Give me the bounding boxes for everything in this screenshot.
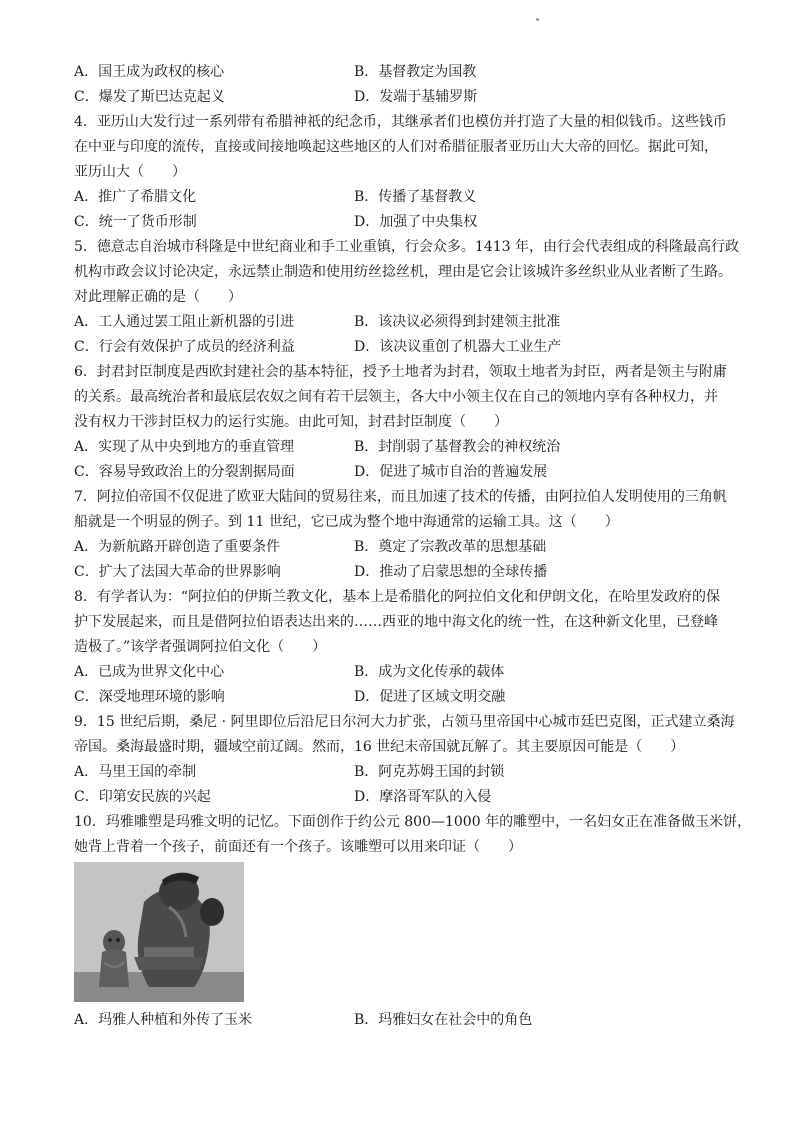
stem-line: 她背上背着一个孩子，前面还有一个孩子。该雕塑可以用来印证（ ） bbox=[74, 839, 522, 855]
option-d[interactable]: D．推动了启蒙思想的全球传播 bbox=[354, 564, 548, 580]
option-d[interactable]: D．加强了中央集权 bbox=[354, 214, 478, 230]
stem-line: 对此理解正确的是（ ） bbox=[74, 289, 242, 305]
option-row bbox=[74, 685, 734, 710]
option-row bbox=[74, 535, 734, 560]
stem-line: 造极了。”该学者强调阿拉伯文化（ ） bbox=[74, 639, 327, 655]
option-a[interactable]: A．推广了希腊文化 bbox=[74, 189, 197, 205]
question-stem bbox=[74, 810, 752, 860]
stem-line: 8．有学者认为：“阿拉伯的伊斯兰教文化，基本上是希腊化的阿拉伯文化和伊朗文化，在哈里发政府的保 bbox=[74, 589, 721, 605]
option-c[interactable]: C．深受地理环境的影响 bbox=[74, 689, 225, 705]
question-stem bbox=[74, 110, 734, 185]
option-b[interactable]: B．玛雅妇女在社会中的角色 bbox=[354, 1012, 533, 1028]
sculpture-image bbox=[74, 862, 244, 1002]
stem-line: 没有权力干涉封臣权力的运行实施。由此可知，封君封臣制度（ ） bbox=[74, 414, 508, 430]
option-b[interactable]: B．基督教定为国教 bbox=[354, 64, 477, 80]
stem-line: 亚历山大（ ） bbox=[74, 164, 186, 180]
option-row bbox=[74, 335, 734, 360]
option-d[interactable]: D．发端于基辅罗斯 bbox=[354, 89, 478, 105]
question-stem bbox=[74, 585, 734, 660]
question-stem bbox=[74, 485, 734, 535]
stem-line: 6．封君封臣制度是西欧封建社会的基本特征，授予土地者为封君，领取土地者为封臣，两者是领主与附庸 bbox=[74, 364, 727, 380]
option-a[interactable]: A．实现了从中央到地方的垂直管理 bbox=[74, 439, 295, 455]
question-8 bbox=[74, 585, 734, 710]
option-row bbox=[74, 310, 734, 335]
option-c[interactable]: C．统一了货币形制 bbox=[74, 214, 197, 230]
option-a[interactable]: A．为新航路开辟创造了重要条件 bbox=[74, 539, 281, 555]
q3-options bbox=[74, 60, 734, 110]
option-row bbox=[74, 60, 734, 85]
option-row bbox=[74, 210, 734, 235]
option-c[interactable]: C．爆发了斯巴达克起义 bbox=[74, 89, 225, 105]
stem-line: 7．阿拉伯帝国不仅促进了欧亚大陆间的贸易往来，而且加速了技术的传播，由阿拉伯人发明使用的三角帆 bbox=[74, 489, 727, 505]
stem-line: 在中亚与印度的流传，直接或间接地唤起这些地区的人们对希腊征服者亚历山大大帝的回忆。据此可知， bbox=[74, 139, 718, 155]
option-c[interactable]: C．印第安民族的兴起 bbox=[74, 789, 211, 805]
scan-mark bbox=[536, 18, 539, 21]
option-c[interactable]: C．行会有效保护了成员的经济利益 bbox=[74, 339, 295, 355]
option-d[interactable]: D．摩洛哥军队的入侵 bbox=[354, 789, 492, 805]
option-row bbox=[74, 760, 734, 785]
option-d[interactable]: D．促进了城市自治的普遍发展 bbox=[354, 464, 548, 480]
stem-line: 机构市政会议讨论决定，永远禁止制造和使用纺丝捻丝机，理由是它会让该城许多丝织业从业者断了生路。 bbox=[74, 264, 732, 280]
maya-sculpture-photo bbox=[74, 862, 244, 1002]
option-row bbox=[74, 785, 734, 810]
question-stem bbox=[74, 235, 739, 310]
option-row bbox=[74, 85, 734, 110]
stem-line: 4．亚历山大发行过一系列带有希腊神祇的纪念币，其继承者们也模仿并打造了大量的相似钱币。这些钱币 bbox=[74, 114, 727, 130]
stem-line: 10．玛雅雕塑是玛雅文明的记忆。下面创作于约公元 800—1000 年的雕塑中，一名妇女正在准备做玉米饼， bbox=[74, 814, 752, 830]
stem-line: 护下发展起来，而且是借阿拉伯语表达出来的……西亚的地中海文化的统一性，在这种新文化里，已登峰 bbox=[74, 614, 718, 630]
option-c[interactable]: C．容易导致政治上的分裂割据局面 bbox=[74, 464, 295, 480]
stem-line: 5．德意志自治城市科隆是中世纪商业和手工业重镇，行会众多。1413 年，由行会代表组成的科隆最高行政 bbox=[74, 239, 739, 255]
question-stem bbox=[74, 360, 734, 435]
option-a[interactable]: A．工人通过罢工阻止新机器的引进 bbox=[74, 314, 295, 330]
question-10 bbox=[74, 810, 752, 1033]
option-b[interactable]: B．奠定了宗教改革的思想基础 bbox=[354, 539, 547, 555]
option-b[interactable]: B．阿克苏姆王国的封锁 bbox=[354, 764, 505, 780]
option-row bbox=[74, 460, 734, 485]
option-b[interactable]: B．封削弱了基督教会的神权统治 bbox=[354, 439, 561, 455]
option-a[interactable]: A．玛雅人种植和外传了玉米 bbox=[74, 1012, 253, 1028]
option-b[interactable]: B．成为文化传承的载体 bbox=[354, 664, 505, 680]
option-d[interactable]: D．促进了区域文明交融 bbox=[354, 689, 506, 705]
question-9 bbox=[74, 710, 734, 810]
stem-line: 船就是一个明显的例子。到 11 世纪，它已成为整个地中海通常的运输工具。这（ ） bbox=[74, 514, 619, 530]
option-c[interactable]: C．扩大了法国大革命的世界影响 bbox=[74, 564, 281, 580]
option-row bbox=[74, 435, 734, 460]
stem-line: 9．15 世纪后期，桑尼 · 阿里即位后沿尼日尔河大力扩张，占领马里帝国中心城市廷巴克图，正式建立桑海 bbox=[74, 714, 735, 730]
question-stem bbox=[74, 710, 734, 760]
stem-line: 帝国。桑海最盛时期，疆域空前辽阔。然而，16 世纪末帝国就瓦解了。其主要原因可能是（ ） bbox=[74, 739, 685, 755]
option-a[interactable]: A．国王成为政权的核心 bbox=[74, 64, 225, 80]
option-a[interactable]: A．已成为世界文化中心 bbox=[74, 664, 225, 680]
option-row bbox=[74, 560, 734, 585]
option-b[interactable]: B．该决议必须得到封建领主批准 bbox=[354, 314, 561, 330]
option-row bbox=[74, 660, 734, 685]
option-row bbox=[74, 185, 734, 210]
option-b[interactable]: B．传播了基督教义 bbox=[354, 189, 477, 205]
option-d[interactable]: D．该决议重创了机器大工业生产 bbox=[354, 339, 562, 355]
question-6 bbox=[74, 360, 734, 485]
question-7 bbox=[74, 485, 734, 585]
exam-page bbox=[74, 60, 752, 1033]
option-a[interactable]: A．马里王国的牵制 bbox=[74, 764, 197, 780]
option-row bbox=[74, 1008, 734, 1033]
question-5 bbox=[74, 235, 739, 360]
stem-line: 的关系。最高统治者和最底层农奴之间有若干层领主，各大中小领主仅在自己的领地内享有各种权力，并 bbox=[74, 389, 718, 405]
question-4 bbox=[74, 110, 734, 235]
